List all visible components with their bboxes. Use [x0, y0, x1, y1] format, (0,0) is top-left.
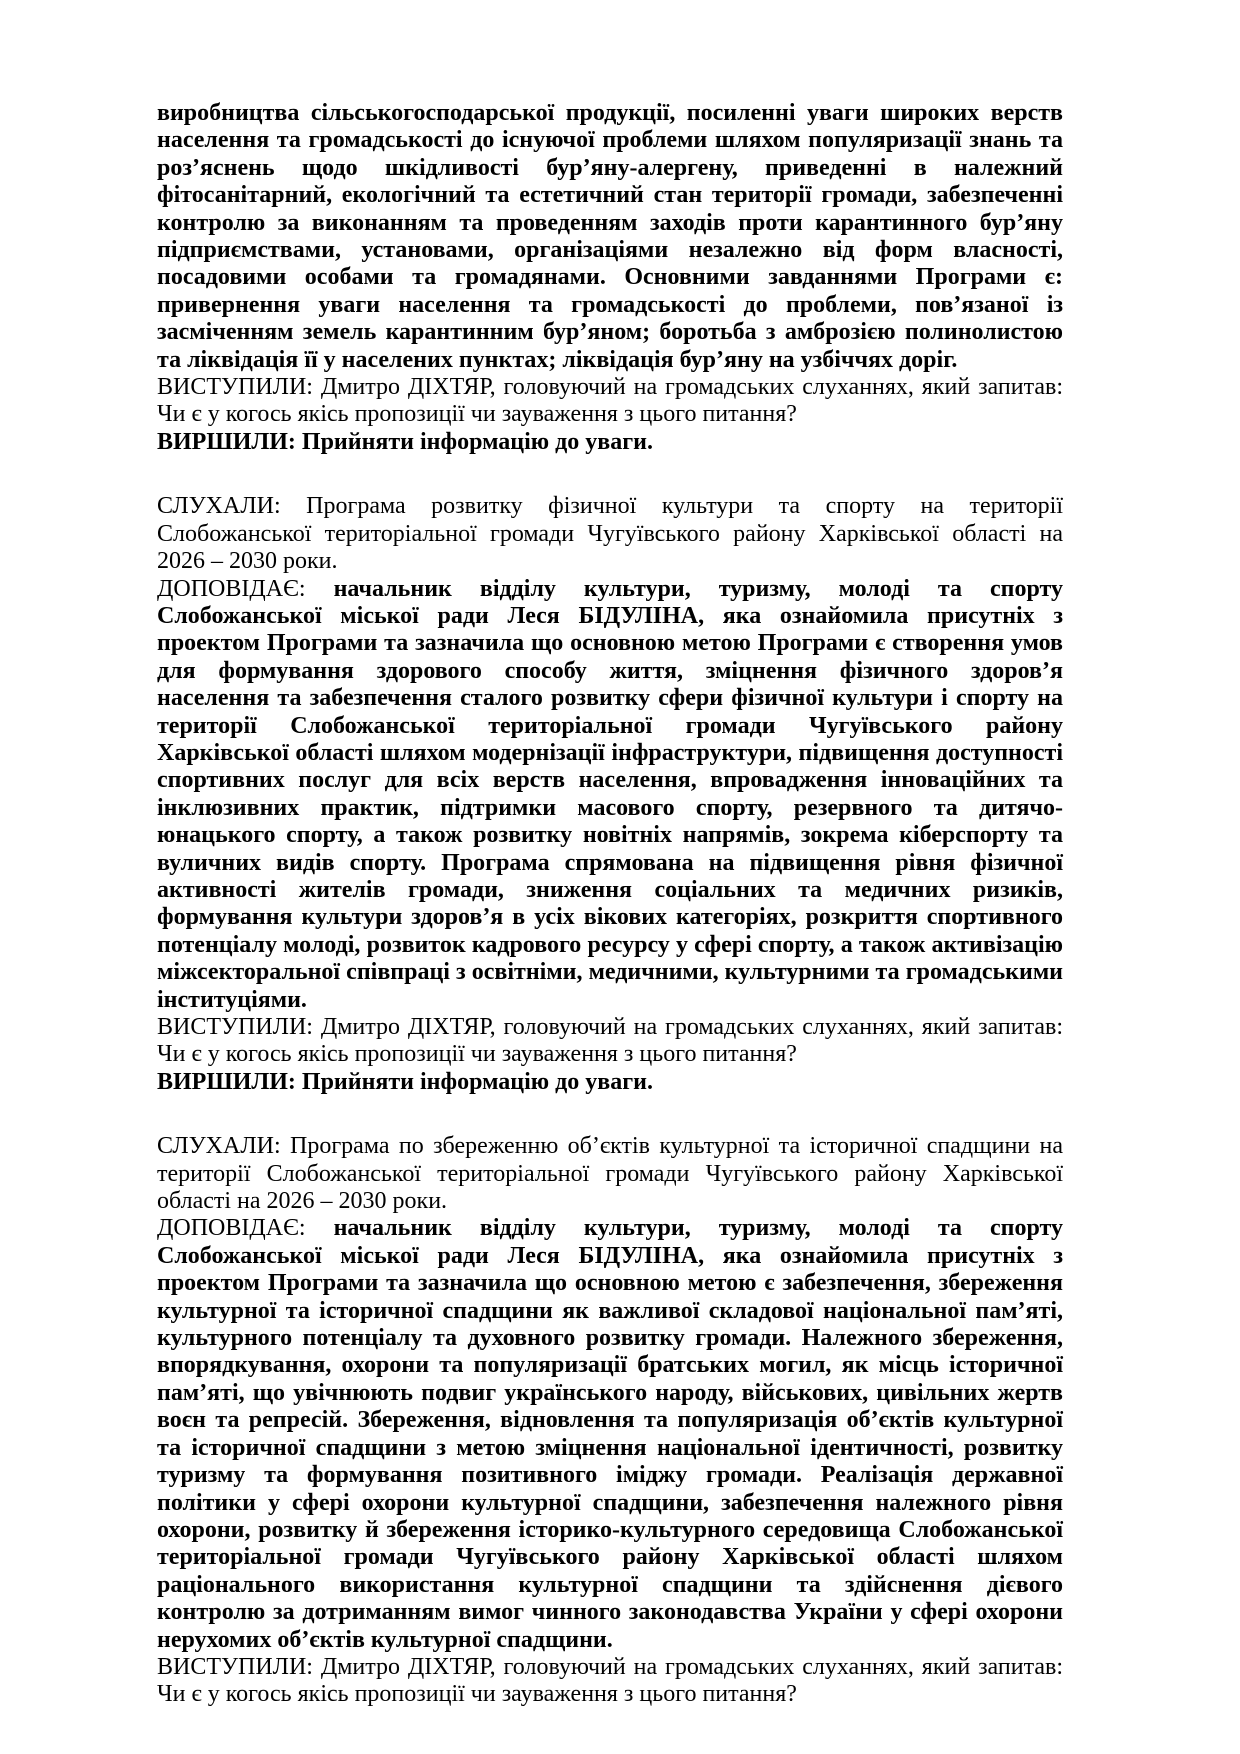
paragraph-vystupyly-3: ВИСТУПИЛИ: Дмитро ДІХТЯР, головуючий на громадських слуханнях, який запитав: Чи є у когось якісь пропозиції чи зауваження з цього питання? — [157, 1653, 1063, 1708]
paragraph-vystupyly-1: ВИСТУПИЛИ: Дмитро ДІХТЯР, головуючий на громадських слуханнях, який запитав: Чи є у когось якісь пропозиції чи зауваження з цього питання? — [157, 374, 1063, 428]
paragraph-slukhaly-sport-program: СЛУХАЛИ: Програма розвитку фізичної культури та спорту на території Слобожанської територіальної громади Чугуївського району Харківської області на 2026 – 2030 роки. — [157, 493, 1063, 575]
document-content — [157, 100, 1063, 1709]
dopovidaie-body: начальник відділу культури, туризму, молоді та спорту Слобожанської міської ради Леся БІДУЛІНА, яка ознайомила присутніх з проектом Програми та зазначила що основною метою є забезпечення, збереження культурної та історичної спадщини як важливої складової національної пам’яті, культурного потенціалу та духовного розвитку громади. Належного збереження, впорядкування, охорони та популяризації братських могил, як місць історичної пам’яті, що увічнюють подвиг українського народу, військових, цивільних жертв воєн та репресій. Збереження, відновлення та популяризація об’єктів культурної та історичної спадщини з метою зміцнення національної ідентичності, розвитку туризму та формування позитивного іміджу громади. Реалізація державної політики у сфері охорони культурної спадщини, забезпечення належного рівня охорони, розвитку й збереження історико-культурного середовища Слобожанської територіальної громади Чугуївського району Харківської області шляхом раціонального використання культурної спадщини та здійснення дієвого контролю за дотриманням вимог чинного законодавства України у сфері охорони нерухомих об’єктів культурної спадщини. — [157, 1215, 1063, 1653]
paragraph-vyrishyly-2: ВИРШИЛИ: Прийняти інформацію до уваги. — [157, 1068, 653, 1095]
dopovidaie-label: ДОПОВІДАЄ: — [157, 1215, 306, 1242]
paragraph-dopovidaie-sport-program — [157, 576, 1063, 1015]
paragraph-vystupyly-2: ВИСТУПИЛИ: Дмитро ДІХТЯР, головуючий на громадських слуханнях, який запитав: Чи є у когось якісь пропозиції чи зауваження з цього питання? — [157, 1014, 1063, 1068]
paragraph-vyrishyly-1: ВИРШИЛИ: Прийняти інформацію до уваги. — [157, 428, 653, 455]
paragraph-program-tasks-continuation: виробництва сільськогосподарської продукції, посиленні уваги широких верств населення та громадськості до існуючої проблеми шляхом популяризації знань та роз’яснень щодо шкідливості бур’яну-алергену, приведенні в належний фітосанітарний, екологічний та естетичний стан території громади, забезпеченні контролю за виконанням та проведенням заходів проти карантинного бур’яну підприємствами, установами, організаціями незалежно від форм власності, посадовими особами та громадянами. Основними завданнями Програми є: привернення уваги населення та громадськості до проблеми, пов’язаної із засміченням земель карантинним бур’яном; боротьба з амброзією полинолистою та ліквідація її у населених пунктах; ліквідація бур’яну на узбіччях доріг. — [157, 100, 1063, 373]
dopovidaie-body: начальник відділу культури, туризму, молоді та спорту Слобожанської міської ради Леся БІДУЛІНА, яка ознайомила присутніх з проектом Програми та зазначила що основною метою Програми є створення умов для формування здорового способу життя, зміцнення фізичного здоров’я населення та забезпечення сталого розвитку сфери фізичної культури і спорту на території Слобожанської територіальної громади Чугуївського району Харківської області шляхом модернізації інфраструктури, підвищення доступності спортивних послуг для всіх верств населення, впровадження інноваційних та інклюзивних практик, підтримки масового спорту, резервного та дитячо-юнацького спорту, а також розвитку новітніх напрямів, зокрема кіберспорту та вуличних видів спорту. Програма спрямована на підвищення рівня фізичної активності жителів громади, зниження соціальних та медичних ризиків, формування культури здоров’я в усіх вікових категоріях, розкриття спортивного потенціалу молоді, розвиток кадрового ресурсу у сфері спорту, а також активізацію міжсекторальної співпраці з освітніми, медичними, культурними та громадськими інституціями. — [157, 575, 1063, 1013]
dopovidaie-label: ДОПОВІДАЄ: — [157, 575, 306, 602]
paragraph-dopovidaie-heritage-program — [157, 1215, 1063, 1654]
paragraph-slukhaly-heritage-program: СЛУХАЛИ: Програма по збереженню об’єктів культурної та історичної спадщини на території Слобожанської територіальної громади Чугуївського району Харківської області на 2026 – 2030 роки. — [157, 1133, 1063, 1215]
